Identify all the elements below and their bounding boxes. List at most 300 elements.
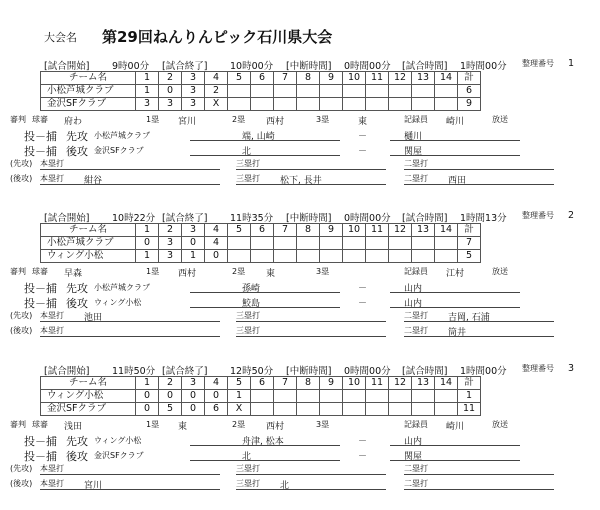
duration-label: [試合時間] <box>402 61 448 72</box>
inning-score <box>412 237 435 250</box>
underline <box>236 489 386 490</box>
duration-time: 1時間00分 <box>460 366 507 377</box>
team-row <box>41 250 481 263</box>
inning-score <box>297 85 320 98</box>
inning-score: 0 <box>182 390 205 403</box>
game-info-row <box>10 57 590 71</box>
hr-label: 本塁打 <box>40 464 64 473</box>
tournament-label: 大会名 <box>44 31 77 44</box>
team-row <box>41 403 481 416</box>
interrupt-time: 0時間00分 <box>344 366 391 377</box>
inning-header: 1 <box>136 377 159 390</box>
away-team-label: ウィング小松 <box>94 436 142 445</box>
seq-label: 整理番号 <box>522 211 554 220</box>
away-catcher: 山内 <box>404 437 423 447</box>
underline <box>40 336 220 337</box>
plate-label: 球審 <box>32 267 48 276</box>
inning-score: 2 <box>205 85 228 98</box>
team-total: 7 <box>458 237 481 250</box>
inning-header: 14 <box>435 72 458 85</box>
inning-score <box>251 237 274 250</box>
away-team-label: 小松芦城クラブ <box>94 283 150 292</box>
home-team-label: 金沢SFクラブ <box>94 451 144 460</box>
inning-score <box>435 98 458 111</box>
pc-label: 投－捕 <box>24 130 57 143</box>
team-name-header: チーム名 <box>41 377 136 390</box>
inning-header: 7 <box>274 72 297 85</box>
inning-header: 13 <box>412 377 435 390</box>
inning-score <box>251 98 274 111</box>
inning-score <box>412 250 435 263</box>
inning-score: 0 <box>159 390 182 403</box>
home-double: 西田 <box>448 176 467 186</box>
b2-umpire: 西村 <box>266 422 285 432</box>
recorder-label: 記録員 <box>404 420 428 429</box>
double-label: 二塁打 <box>404 311 428 320</box>
home-hr: 紺谷 <box>84 176 103 186</box>
recorder-label: 記録員 <box>404 115 428 124</box>
inning-score: X <box>205 98 228 111</box>
inning-header: 12 <box>389 377 412 390</box>
interrupt-time: 0時間00分 <box>344 61 391 72</box>
recorder-name: 江村 <box>446 269 465 279</box>
b3-label: 3塁 <box>316 420 330 429</box>
home-triple: 松下, 長井 <box>280 176 322 186</box>
inning-header: 1 <box>136 72 159 85</box>
scoreboard-header-row <box>41 224 481 237</box>
underline <box>236 184 386 185</box>
inning-header: 12 <box>389 72 412 85</box>
inning-score <box>251 85 274 98</box>
interrupt-time: 0時間00分 <box>344 213 391 224</box>
b2-umpire: 西村 <box>266 117 285 127</box>
duration-time: 1時間13分 <box>460 213 507 224</box>
away-pitcher: 端, 山崎 <box>242 132 275 142</box>
inning-header: 6 <box>251 224 274 237</box>
inning-score <box>412 403 435 416</box>
underline <box>390 155 520 156</box>
underline <box>190 307 340 308</box>
inning-score <box>320 403 343 416</box>
first-label: 先攻 <box>66 130 88 143</box>
inning-score: 0 <box>205 390 228 403</box>
home-tag: (後攻) <box>10 326 33 335</box>
inning-header: 10 <box>343 72 366 85</box>
inning-header: 2 <box>159 377 182 390</box>
home-hr: 宮川 <box>84 481 103 491</box>
start-time: 11時50分 <box>112 366 156 377</box>
inning-score <box>274 98 297 111</box>
inning-score: 0 <box>136 403 159 416</box>
home-tag: (後攻) <box>10 479 33 488</box>
duration-label: [試合時間] <box>402 366 448 377</box>
inning-header: 5 <box>228 72 251 85</box>
triple-label: 三塁打 <box>236 174 260 183</box>
away-team-label: 小松芦城クラブ <box>94 131 150 140</box>
inning-header: 1 <box>136 224 159 237</box>
inning-score: 1 <box>136 250 159 263</box>
inning-score <box>435 85 458 98</box>
inning-score <box>435 237 458 250</box>
inning-score <box>389 237 412 250</box>
away-catcher: 樋川 <box>404 132 423 142</box>
underline <box>190 292 340 293</box>
inning-score <box>366 403 389 416</box>
inning-header: 5 <box>228 224 251 237</box>
umpire-label: 審判 <box>10 267 26 276</box>
recorder-label: 記録員 <box>404 267 428 276</box>
inning-score <box>366 250 389 263</box>
pc-label: 投－捕 <box>24 282 57 295</box>
inning-score <box>274 85 297 98</box>
inning-header: 5 <box>228 377 251 390</box>
b1-umpire: 宮川 <box>178 117 197 127</box>
inning-score <box>274 403 297 416</box>
scoreboard-header-row <box>41 72 481 85</box>
home-team-label: ウィング小松 <box>94 298 142 307</box>
first-label: 先攻 <box>66 435 88 448</box>
triple-label: 三塁打 <box>236 464 260 473</box>
underline <box>404 321 554 322</box>
inning-score <box>343 250 366 263</box>
underline <box>404 169 554 170</box>
inning-score <box>251 390 274 403</box>
away-double: 吉岡, 石浦 <box>448 313 490 323</box>
double-label: 二塁打 <box>404 479 428 488</box>
pc-label: 投－捕 <box>24 297 57 310</box>
game-info-row <box>10 209 590 223</box>
team-row <box>41 237 481 250</box>
double-label: 二塁打 <box>404 326 428 335</box>
inning-score: 3 <box>159 98 182 111</box>
inning-header: 8 <box>297 72 320 85</box>
inning-score <box>389 250 412 263</box>
inning-score <box>343 98 366 111</box>
home-triple: 北 <box>280 481 290 491</box>
dash: － <box>358 437 368 447</box>
b3-umpire: 東 <box>358 117 368 127</box>
triple-label: 三塁打 <box>236 311 260 320</box>
inning-score <box>297 98 320 111</box>
underline <box>404 184 554 185</box>
inning-score <box>297 403 320 416</box>
home-double: 筒井 <box>448 328 467 338</box>
inning-score <box>389 403 412 416</box>
inning-score: 3 <box>159 237 182 250</box>
inning-score <box>274 250 297 263</box>
inning-score <box>343 85 366 98</box>
triple-label: 三塁打 <box>236 159 260 168</box>
team-row <box>41 85 481 98</box>
inning-header: 2 <box>159 72 182 85</box>
home-pitcher: 北 <box>242 452 252 462</box>
home-team-label: 金沢SFクラブ <box>94 146 144 155</box>
inning-header: 9 <box>320 72 343 85</box>
end-time: 11時35分 <box>230 213 274 224</box>
double-label: 二塁打 <box>404 464 428 473</box>
inning-header: 13 <box>412 224 435 237</box>
inning-header: 10 <box>343 377 366 390</box>
game-block-3 <box>10 362 590 491</box>
interrupt-label: [中断時間] <box>286 213 332 224</box>
inning-header: 4 <box>205 224 228 237</box>
game-block-2 <box>10 209 590 338</box>
end-time: 10時00分 <box>230 61 274 72</box>
second-label: 後攻 <box>66 450 88 463</box>
inning-header: 3 <box>182 72 205 85</box>
inning-score <box>320 85 343 98</box>
hr-label: 本塁打 <box>40 311 64 320</box>
inning-header: 8 <box>297 224 320 237</box>
team-name-header: チーム名 <box>41 72 136 85</box>
underline <box>40 474 220 475</box>
announcer-label: 放送 <box>492 115 508 124</box>
inning-score <box>366 98 389 111</box>
away-pitcher: 舟津, 松本 <box>242 437 284 447</box>
plate-umpire: 早森 <box>64 269 83 279</box>
inning-score <box>297 390 320 403</box>
recorder-name: 崎川 <box>446 422 465 432</box>
team-total: 6 <box>458 85 481 98</box>
scoreboard-table <box>40 223 481 263</box>
plate-umpire: 浅田 <box>64 422 83 432</box>
inning-score <box>412 390 435 403</box>
dash: － <box>358 147 368 157</box>
inning-score <box>320 237 343 250</box>
dash: － <box>358 452 368 462</box>
inning-header: 11 <box>366 224 389 237</box>
b1-umpire: 西村 <box>178 269 197 279</box>
inning-score <box>343 403 366 416</box>
inning-score: 1 <box>228 390 251 403</box>
inning-score: 0 <box>182 237 205 250</box>
inning-header: 9 <box>320 224 343 237</box>
inning-score <box>228 250 251 263</box>
team-total: 1 <box>458 390 481 403</box>
underline <box>190 140 340 141</box>
inning-header: 14 <box>435 224 458 237</box>
team-name: 小松芦城クラブ <box>41 237 136 250</box>
underline <box>404 489 554 490</box>
inning-header: 7 <box>274 377 297 390</box>
underline <box>236 169 386 170</box>
inning-score <box>389 390 412 403</box>
inning-score <box>228 98 251 111</box>
inning-score <box>389 85 412 98</box>
inning-score <box>435 390 458 403</box>
home-catcher: 山内 <box>404 299 423 309</box>
team-name: 金沢SFクラブ <box>41 403 136 416</box>
inning-header: 4 <box>205 377 228 390</box>
team-name-header: チーム名 <box>41 224 136 237</box>
team-total: 11 <box>458 403 481 416</box>
inning-header: 14 <box>435 377 458 390</box>
inning-score: 0 <box>159 85 182 98</box>
total-header: 計 <box>458 72 481 85</box>
start-time: 9時00分 <box>112 61 150 72</box>
hr-label: 本塁打 <box>40 174 64 183</box>
b2-label: 2塁 <box>232 115 246 124</box>
inning-score: 1 <box>182 250 205 263</box>
plate-label: 球審 <box>32 420 48 429</box>
underline <box>40 489 220 490</box>
second-label: 後攻 <box>66 297 88 310</box>
team-name: ウィング小松 <box>41 250 136 263</box>
announcer-label: 放送 <box>492 267 508 276</box>
away-pitcher: 孫崎 <box>242 284 261 294</box>
inning-score: 3 <box>182 85 205 98</box>
inning-header: 7 <box>274 224 297 237</box>
inning-score <box>251 250 274 263</box>
duration-time: 1時間00分 <box>460 61 507 72</box>
inning-header: 2 <box>159 224 182 237</box>
away-tag: (先攻) <box>10 311 33 320</box>
start-time: 10時22分 <box>112 213 156 224</box>
inning-score <box>320 390 343 403</box>
inning-score <box>297 250 320 263</box>
inning-score: 3 <box>159 250 182 263</box>
underline <box>404 474 554 475</box>
away-hr: 池田 <box>84 313 103 323</box>
start-label: [試合開始] <box>44 61 90 72</box>
pc-label: 投－捕 <box>24 435 57 448</box>
inning-score <box>251 403 274 416</box>
b1-label: 1塁 <box>146 420 160 429</box>
seq-number: 3 <box>568 363 575 374</box>
underline <box>40 169 220 170</box>
dash: － <box>358 132 368 142</box>
home-catcher: 関屋 <box>404 147 423 157</box>
scoreboard-table <box>40 376 481 416</box>
home-catcher: 関屋 <box>404 452 423 462</box>
b2-umpire: 東 <box>266 269 276 279</box>
underline <box>404 336 554 337</box>
first-label: 先攻 <box>66 282 88 295</box>
underline <box>390 140 520 141</box>
inning-header: 11 <box>366 72 389 85</box>
total-header: 計 <box>458 224 481 237</box>
seq-number: 1 <box>568 58 575 69</box>
second-label: 後攻 <box>66 145 88 158</box>
underline <box>390 460 520 461</box>
inning-score <box>366 237 389 250</box>
recorder-name: 崎川 <box>446 117 465 127</box>
underline <box>236 336 386 337</box>
b1-label: 1塁 <box>146 115 160 124</box>
underline <box>40 321 220 322</box>
inning-header: 12 <box>389 224 412 237</box>
inning-score: 0 <box>182 403 205 416</box>
hr-label: 本塁打 <box>40 159 64 168</box>
seq-number: 2 <box>568 210 575 221</box>
interrupt-label: [中断時間] <box>286 61 332 72</box>
team-row <box>41 390 481 403</box>
double-label: 二塁打 <box>404 159 428 168</box>
end-time: 12時50分 <box>230 366 274 377</box>
end-label: [試合終了] <box>162 61 208 72</box>
inning-score: 5 <box>159 403 182 416</box>
scoreboard-table <box>40 71 481 111</box>
home-pitcher: 鮫島 <box>242 299 261 309</box>
inning-score <box>389 98 412 111</box>
seq-label: 整理番号 <box>522 59 554 68</box>
duration-label: [試合時間] <box>402 213 448 224</box>
pc-label: 投－捕 <box>24 145 57 158</box>
team-total: 9 <box>458 98 481 111</box>
inning-header: 8 <box>297 377 320 390</box>
dash: － <box>358 299 368 309</box>
away-catcher: 山内 <box>404 284 423 294</box>
away-tag: (先攻) <box>10 464 33 473</box>
b2-label: 2塁 <box>232 267 246 276</box>
interrupt-label: [中断時間] <box>286 366 332 377</box>
hr-label: 本塁打 <box>40 479 64 488</box>
team-name: 小松芦城クラブ <box>41 85 136 98</box>
underline <box>390 445 520 446</box>
game-info-row <box>10 362 590 376</box>
inning-score <box>412 98 435 111</box>
inning-score: 6 <box>205 403 228 416</box>
inning-score: 3 <box>136 98 159 111</box>
triple-label: 三塁打 <box>236 326 260 335</box>
inning-header: 6 <box>251 377 274 390</box>
b1-label: 1塁 <box>146 267 160 276</box>
b1-umpire: 東 <box>178 422 188 432</box>
underline <box>390 292 520 293</box>
inning-score <box>297 237 320 250</box>
home-tag: (後攻) <box>10 174 33 183</box>
inning-score <box>366 390 389 403</box>
inning-header: 3 <box>182 224 205 237</box>
hr-label: 本塁打 <box>40 326 64 335</box>
inning-score <box>343 237 366 250</box>
b3-label: 3塁 <box>316 115 330 124</box>
inning-score: 0 <box>136 237 159 250</box>
inning-header: 9 <box>320 377 343 390</box>
seq-label: 整理番号 <box>522 364 554 373</box>
underline <box>190 460 340 461</box>
inning-score: 1 <box>136 85 159 98</box>
away-tag: (先攻) <box>10 159 33 168</box>
team-name: 金沢SFクラブ <box>41 98 136 111</box>
underline <box>236 321 386 322</box>
home-pitcher: 北 <box>242 147 252 157</box>
triple-label: 三塁打 <box>236 479 260 488</box>
scoreboard-header-row <box>41 377 481 390</box>
inning-score <box>228 85 251 98</box>
umpire-label: 審判 <box>10 420 26 429</box>
inning-score <box>274 390 297 403</box>
inning-score <box>435 403 458 416</box>
inning-score: X <box>228 403 251 416</box>
total-header: 計 <box>458 377 481 390</box>
double-label: 二塁打 <box>404 174 428 183</box>
inning-header: 3 <box>182 377 205 390</box>
team-row <box>41 98 481 111</box>
inning-header: 13 <box>412 72 435 85</box>
team-name: ウィング小松 <box>41 390 136 403</box>
inning-header: 6 <box>251 72 274 85</box>
inning-score <box>366 85 389 98</box>
umpire-label: 審判 <box>10 115 26 124</box>
tournament-title: 第29回ねんりんピック石川県大会 <box>102 28 333 46</box>
inning-score <box>412 85 435 98</box>
end-label: [試合終了] <box>162 213 208 224</box>
plate-umpire: 府わ <box>64 117 83 127</box>
b3-label: 3塁 <box>316 267 330 276</box>
inning-score <box>343 390 366 403</box>
inning-header: 10 <box>343 224 366 237</box>
